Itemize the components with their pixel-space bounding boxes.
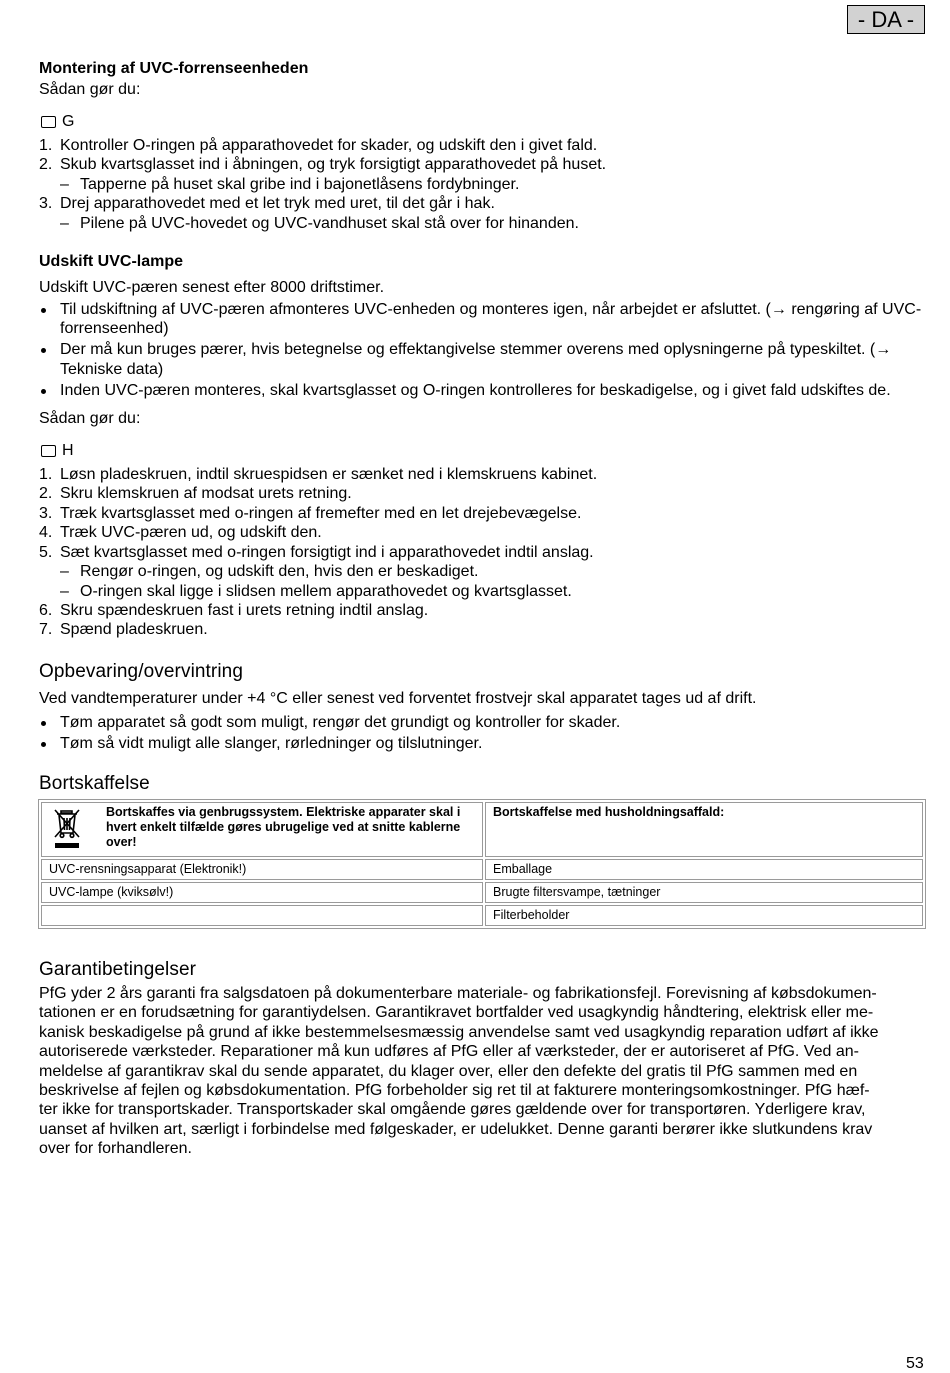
- list-item: [39, 465, 925, 484]
- list-item: [39, 340, 925, 379]
- step-number: 6.: [39, 601, 53, 619]
- warranty-line: meldelse af garantikrav skal du sende apparatet, du klager over, eller den defekte del gratis til PfG sammen med en: [39, 1062, 858, 1080]
- lamp-intro: Udskift UVC-pæren senest efter 8000 driftstimer.: [39, 279, 385, 297]
- dash-marker: –: [60, 175, 69, 193]
- bullet-text: Tøm så vidt muligt alle slanger, rørledninger og tilslutninger.: [60, 734, 483, 752]
- figure-reference: [39, 112, 925, 132]
- warranty-line: kanisk beskadigelse på grund af ikke bestemmelsesmæssig anvendelse samt ved usagkyndig reparation udført af ikke: [39, 1023, 879, 1041]
- table-row: [41, 802, 923, 857]
- dash-marker: –: [60, 582, 69, 600]
- step-number: 3.: [39, 504, 53, 522]
- language-tag: - DA -: [847, 5, 925, 34]
- bullet-text: Der må kun bruges pærer, hvis betegnelse og effektangivelse stemmer overens med oplysningerne på typeskiltet. (→ Tekniske data): [60, 341, 892, 378]
- bullet-icon: [41, 721, 46, 726]
- mount-steps: [39, 136, 925, 233]
- table-cell: UVC-lampe (kviksølv!): [41, 882, 483, 903]
- figure-label: G: [62, 113, 75, 130]
- figure-box-icon: [41, 445, 56, 457]
- warranty-line: beskrivelse af fejlen og købsdokumentation. PfG forbeholder sig ret til at fakturere monteringsomkostninger. PfG hæf-: [39, 1082, 870, 1100]
- step-text: Skru spændeskruen fast i urets retning indtil anslag.: [60, 601, 429, 619]
- step-number: 5.: [39, 543, 53, 561]
- bullet-icon: [41, 742, 46, 747]
- step-number: 1.: [39, 137, 53, 154]
- table-cell: Bortskaffelse med husholdningsaffald:: [485, 802, 923, 857]
- sub-item: [60, 582, 925, 601]
- disposal-recycle-text: Bortskaffes via genbrugssystem. Elektriske apparater skal i hvert enkelt tilfælde gøres ubrugelige ved at snitte kablerne over!: [106, 805, 461, 850]
- bullet-icon: [41, 389, 46, 394]
- table-cell: [41, 802, 483, 857]
- list-item: [39, 543, 925, 601]
- table-cell: [41, 905, 483, 926]
- step-number: 1.: [39, 466, 53, 484]
- warranty-title: Garantibetingelser: [39, 959, 197, 981]
- list-item: [39, 523, 925, 542]
- step-text: Sæt kvartsglasset med o-ringen forsigtigt ind i apparathovedet indtil anslag.: [60, 543, 594, 561]
- sub-text: Tapperne på huset skal gribe ind i bajonetlåsens fordybninger.: [80, 175, 520, 193]
- warranty-line: tationen er en forudsætning for garantiydelsen. Garantikravet bortfalder ved usagkyndig håndtering, elektrisk eller me-: [39, 1004, 874, 1022]
- list-item: [39, 155, 925, 194]
- crossed-bin-icon: [52, 806, 96, 854]
- page-number: 53: [906, 1355, 924, 1372]
- step-text: Skub kvartsglasset ind i åbningen, og tryk forsigtigt apparathovedet på huset.: [60, 156, 607, 174]
- sub-item: [60, 214, 925, 233]
- list-item: [39, 484, 925, 503]
- step-number: 3.: [39, 195, 53, 213]
- figure-reference: [39, 441, 925, 461]
- table-row: [41, 859, 923, 880]
- sub-text: Rengør o-ringen, og udskift den, hvis den er beskadiget.: [80, 563, 479, 581]
- list-item: [39, 713, 925, 732]
- storage-title: Opbevaring/overvintring: [39, 660, 244, 682]
- mount-intro: Sådan gør du:: [39, 81, 141, 98]
- disposal-table: [38, 799, 926, 929]
- warranty-line: autoriserede værksteder. Reparationer må kun udføres af PfG eller af værksteder, der er autoriseret af PfG. Ved an-: [39, 1043, 859, 1061]
- bullet-text: Tøm apparatet så godt som muligt, rengør det grundigt og kontroller for skader.: [60, 713, 621, 731]
- table-row: [41, 882, 923, 903]
- bullet-icon: [41, 348, 46, 353]
- list-item: [39, 381, 925, 400]
- mount-title: Montering af UVC-forrenseenheden: [39, 60, 309, 77]
- table-cell: Brugte filtersvampe, tætninger: [485, 882, 923, 903]
- list-item: [39, 300, 925, 339]
- lamp-steps: [39, 465, 925, 640]
- sub-item: [60, 562, 925, 581]
- table-cell: Emballage: [485, 859, 923, 880]
- storage-bullets: [39, 713, 925, 753]
- bullet-text: Inden UVC-pæren monteres, skal kvartsglasset og O-ringen kontrolleres for beskadigelse, og i givet fald udskiftes de.: [60, 381, 891, 399]
- step-text: Kontroller O-ringen på apparathovedet for skader, og udskift den i givet fald.: [60, 137, 598, 154]
- table-cell: Filterbeholder: [485, 905, 923, 926]
- sub-text: Pilene på UVC-hovedet og UVC-vandhuset skal stå over for hinanden.: [80, 214, 579, 232]
- page-content: [39, 58, 925, 1159]
- dash-marker: –: [60, 563, 69, 581]
- warranty-line: uanset af hvilken art, særligt i forbindelse med følgeskader, er udelukket. Denne garanti berører ikke slutkundens krav: [39, 1120, 873, 1138]
- step-text: Drej apparathovedet med et let tryk med uret, til det går i hak.: [60, 195, 495, 213]
- list-item: [39, 601, 925, 620]
- step-number: 2.: [39, 485, 53, 503]
- table-cell: UVC-rensningsapparat (Elektronik!): [41, 859, 483, 880]
- sub-text: O-ringen skal ligge i slidsen mellem apparathovedet og kvartsglasset.: [80, 582, 572, 600]
- step-number: 7.: [39, 621, 53, 639]
- step-text: Skru klemskruen af modsat urets retning.: [60, 485, 352, 503]
- step-text: Spænd pladeskruen.: [60, 621, 208, 639]
- step-text: Træk kvartsglasset med o-ringen af fremefter med en let drejebevægelse.: [60, 504, 582, 522]
- step-text: Træk UVC-pæren ud, og udskift den.: [60, 524, 322, 542]
- warranty-line: ter ikke for transportskader. Transportskader skal omgående gøres gældende over for transportøren. Yderligere krav,: [39, 1101, 866, 1119]
- list-item: [39, 136, 925, 155]
- table-row: [41, 905, 923, 926]
- list-item: [39, 504, 925, 523]
- step-number: 4.: [39, 524, 53, 542]
- lamp-title: Udskift UVC-lampe: [39, 253, 184, 271]
- disposal-title: Bortskaffelse: [39, 773, 150, 795]
- warranty-line: PfG yder 2 års garanti fra salgsdatoen på dokumenterbare materiale- og fabrikationsfejl. Forevisning af købsdokumen-: [39, 985, 877, 1003]
- lamp-bullets: [39, 300, 925, 400]
- step-number: 2.: [39, 156, 53, 174]
- dash-marker: –: [60, 214, 69, 232]
- list-item: [39, 734, 925, 753]
- step-text: Løsn pladeskruen, indtil skruespidsen er sænket ned i klemskruens kabinet.: [60, 466, 598, 484]
- lamp-intro-2: Sådan gør du:: [39, 410, 141, 428]
- bullet-icon: [41, 308, 46, 313]
- list-item: [39, 194, 925, 233]
- sub-item: [60, 175, 925, 194]
- figure-box-icon: [41, 116, 56, 128]
- storage-intro: Ved vandtemperaturer under +4 °C eller senest ved forventet frostvejr skal apparatet tages ud af drift.: [39, 689, 757, 707]
- list-item: [39, 620, 925, 639]
- warranty-text: [39, 984, 925, 1159]
- figure-label: H: [62, 442, 74, 460]
- warranty-line: over for forhandleren.: [39, 1140, 192, 1158]
- bullet-text: Til udskiftning af UVC-pæren afmonteres UVC-enheden og monteres igen, når arbejdet er afsluttet. (→ rengøring af UVC-forrenseenhed): [60, 301, 922, 338]
